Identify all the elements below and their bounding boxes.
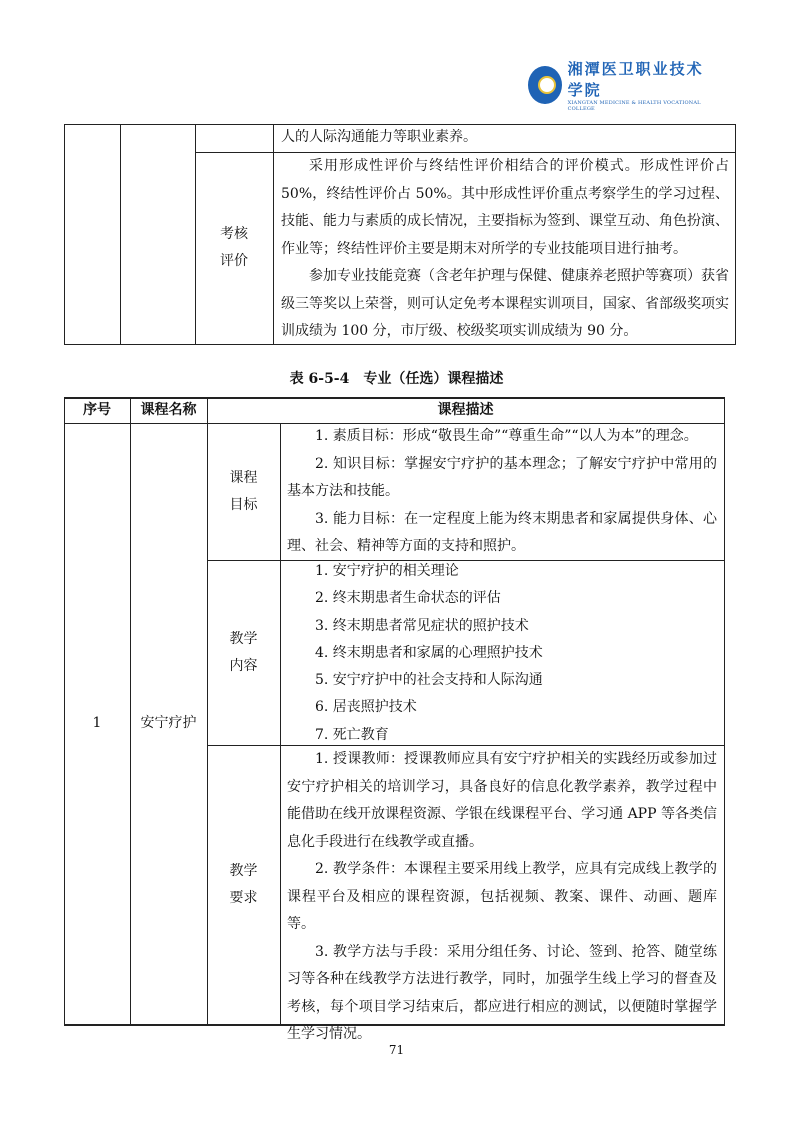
- header-no: 序号: [83, 402, 111, 418]
- table-border: [64, 124, 65, 345]
- college-logo: [528, 60, 718, 112]
- label-line: 要求: [229, 889, 258, 906]
- assessment-label-cell: [195, 152, 273, 344]
- label-line: 内容: [229, 657, 258, 674]
- paragraph: 3. 能力目标：在一定程度上能为终末期患者和家属提供身体、心理、社会、精神等方面的支持和照护。: [287, 510, 717, 554]
- table-border: [724, 397, 725, 1025]
- college-seal-icon: [528, 66, 562, 104]
- assessment-content: [281, 153, 729, 346]
- header-course-name: 课程名称: [140, 402, 197, 418]
- header-description: 课程描述: [437, 402, 494, 418]
- section-label-goals: [207, 423, 280, 560]
- table-border: [273, 124, 274, 345]
- table-border: [120, 124, 121, 345]
- paragraph: 1. 素质目标：形成“敬畏生命”“尊重生命”“以人为本”的理念。: [315, 428, 698, 444]
- paragraph: 3. 教学方法与手段：采用分组任务、讨论、签到、抢答、随堂练习等各种在线教学方法进行教学，同时，加强学生线上学习的督查及考核，每个项目学习结束后，都应进行相应的测试，以便随时掌握学生学习情况。: [287, 943, 717, 1042]
- paragraph: 采用形成性评价与终结性评价相结合的评价模式。形成性评价占 50%，终结性评价占 50%。其中形成性评价重点考察学生的学习过程、技能、能力与素质的成长情况，主要指标为签到、课堂互动、角色扮演、作业等；终结性评价主要是期末对所学的专业技能项目进行抽考。: [281, 158, 729, 257]
- logo-english-name: XIANGTAN MEDICINE & HEALTH VOCATIONAL COLLEGE: [567, 100, 701, 112]
- label-line: 教学: [229, 630, 258, 647]
- section-content-list: [287, 558, 717, 749]
- section-label-requirements: [207, 745, 280, 1024]
- label-line: 目标: [229, 496, 258, 513]
- continued-text: 人的人际沟通能力等职业素养。: [281, 129, 477, 145]
- section-goals-content: [287, 423, 717, 561]
- label-line: 评价: [220, 253, 248, 269]
- table-border: [735, 124, 736, 345]
- list-item: 1. 安宁疗护的相关理论: [315, 563, 459, 579]
- logo-chinese-name: 湘潭医卫职业技术学院: [567, 60, 704, 99]
- table-caption: 表 6-5-4 专业（任选）课程描述: [289, 371, 504, 387]
- list-item: 6. 居丧照护技术: [315, 699, 417, 716]
- row-number: 1: [92, 715, 102, 731]
- table-border: [280, 423, 281, 1025]
- section-label-content: [207, 560, 280, 745]
- list-item: 7. 死亡教育: [315, 726, 389, 743]
- course-name: 安宁疗护: [140, 715, 197, 731]
- label-line: 教学: [229, 862, 258, 879]
- paragraph: 2. 知识目标：掌握安宁疗护的基本理念；了解安宁疗护中常用的基本方法和技能。: [287, 455, 717, 499]
- label-line: 考核: [220, 226, 248, 242]
- list-item: 5. 安宁疗护中的社会支持和人际沟通: [315, 672, 543, 689]
- list-item: 3. 终末期患者常见症状的照护技术: [315, 617, 529, 634]
- page-number: 71: [388, 1043, 405, 1057]
- label-line: 课程: [229, 469, 258, 486]
- paragraph: 2. 教学条件：本课程主要采用线上教学，应具有完成线上教学的课程平台及相应的课程资源，包括视频、教案、课件、动画、题库等。: [287, 861, 717, 932]
- section-requirements-content: [287, 746, 717, 1049]
- list-item: 4. 终末期患者和家属的心理照护技术: [315, 644, 543, 661]
- paragraph: 1. 授课教师：授课教师应具有安宁疗护相关的实践经历或参加过安宁疗护相关的培训学习，具备良好的信息化教学素养，教学过程中能借助在线开放课程资源、学银在线课程平台、学习通 APP 等各类信息化手段进行在线教学或直播。: [287, 751, 717, 850]
- list-item: 2. 终末期患者生命状态的评估: [315, 590, 501, 607]
- continued-text-cell: [281, 124, 729, 152]
- paragraph: 参加专业技能竞赛（含老年护理与保健、健康养老照护等赛项）获省级三等奖以上荣誉，则可认定免考本课程实训项目，国家、省部级奖项实训成绩为 100 分，市厅级、校级奖项实训成绩为 90 分。: [281, 268, 729, 339]
